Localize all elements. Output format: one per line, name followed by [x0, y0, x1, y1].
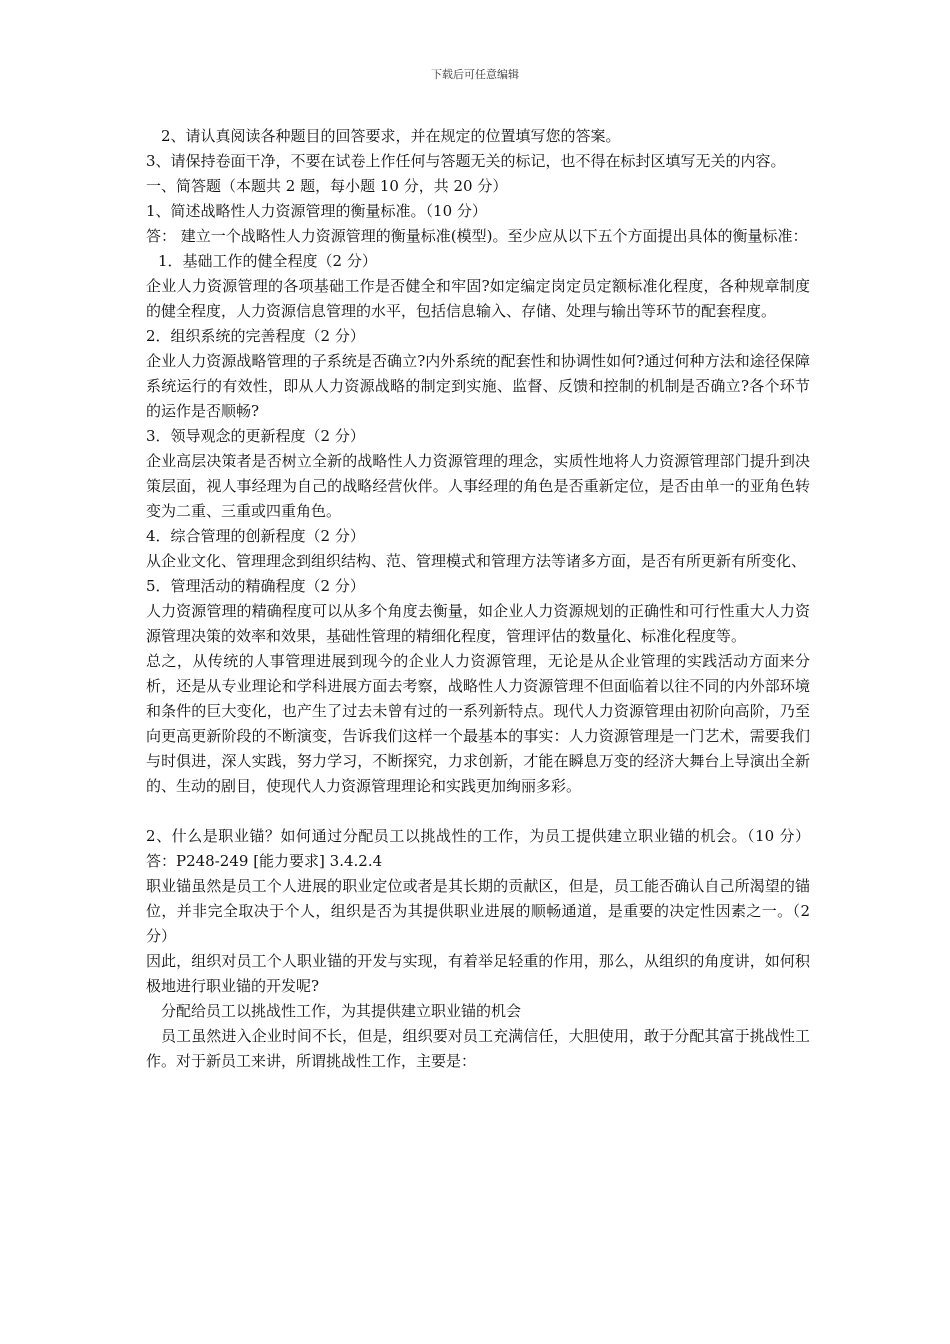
question-2: 2、什么是职业锚？如何通过分配员工以挑战性的工作，为员工提供建立职业锚的机会。（10 分）答：P248-249 [能力要求] 3.4.2.4 [146, 827, 810, 870]
document-body [146, 124, 810, 1074]
criterion-1-body: 企业人力资源管理的各项基础工作是否健全和牢固?如定编定岗定员定额标准化程度，各种规章制度的健全程度，人力资源信息管理的水平，包括信息输入、存储、处理与输出等环节的配套程度。 [146, 277, 810, 320]
criterion-2-heading: 2．组织系统的完善程度（2 分） [146, 327, 365, 345]
answer-2-para-2: 因此，组织对员工个人职业锚的开发与实现，有着举足轻重的作用，那么，从组织的角度讲，如何积极地进行职业锚的开发呢? [146, 952, 810, 995]
answer-1-intro: 答： 建立一个战略性人力资源管理的衡量标准(模型)。至少应从以下五个方面提出具体的衡量标准： [146, 227, 808, 245]
answer-2-para-3: 员工虽然进入企业时间不长，但是，组织要对员工充满信任，大胆使用，敢于分配其富于挑战性工作。对于新员工来讲，所谓挑战性工作，主要是： [146, 1027, 810, 1070]
criterion-4-body: 从企业文化、管理理念到组织结构、范、管理模式和管理方法等诸多方面，是否有所更新有所变化、 [146, 552, 807, 570]
criterion-5-heading: 5．管理活动的精确程度（2 分） [146, 577, 365, 595]
page-header-note: 下载后可任意编辑 [431, 68, 519, 81]
instruction-2: 2、请认真阅读各种题目的回答要求，并在规定的位置填写您的答案。 [161, 127, 621, 145]
answer-2-para-1: 职业锚虽然是员工个人进展的职业定位或者是其长期的贡献区，但是，员工能否确认自己所渴望的锚位，并非完全取决于个人，组织是否为其提供职业进展的顺畅通道，是重要的决定性因素之一。（2 分） [146, 877, 810, 945]
criterion-2-body: 企业人力资源战略管理的子系统是否确立?内外系统的配套性和协调性如何?通过何种方法和途径保障系统运行的有效性，即从人力资源战略的制定到实施、监督、反馈和控制的机制是否确立?各个环节的运作是否顺畅? [146, 352, 810, 420]
answer-2-subheading: 分配给员工以挑战性工作，为其提供建立职业锚的机会 [161, 1002, 522, 1020]
question-1: 1、简述战略性人力资源管理的衡量标准。（10 分） [146, 202, 487, 220]
criterion-3-heading: 3．领导观念的更新程度（2 分） [146, 427, 365, 445]
paragraph-gap [146, 799, 810, 824]
criterion-4-heading: 4．综合管理的创新程度（2 分） [146, 527, 365, 545]
instruction-3: 3、请保持卷面干净，不要在试卷上作任何与答题无关的标记，也不得在标封区填写无关的内容。 [146, 152, 786, 170]
answer-1-summary: 总之，从传统的人事管理进展到现今的企业人力资源管理，无论是从企业管理的实践活动方面来分析，还是从专业理论和学科进展方面去考察，战略性人力资源管理不但面临着以往不同的内外部环境和条件的巨大变化，也产生了过去未曾有过的一系列新特点。现代人力资源管理由初阶向高阶，乃至向更高更新阶段的不断演变，告诉我们这样一个最基本的事实：人力资源管理是一门艺术，需要我们与时俱进，深人实践，努力学习，不断探究，力求创新，才能在瞬息万变的经济大舞台上导演出全新的、生动的剧目，使现代人力资源管理理论和实践更加绚丽多彩。 [146, 652, 810, 795]
criterion-5-body: 人力资源管理的精确程度可以从多个角度去衡量，如企业人力资源规划的正确性和可行性重大人力资源管理决策的效率和效果，基础性管理的精细化程度，管理评估的数量化、标准化程度等。 [146, 602, 810, 645]
criterion-3-body: 企业高层决策者是否树立全新的战略性人力资源管理的理念，实质性地将人力资源管理部门提升到决策层面，视人事经理为自己的战略经营伙伴。人事经理的角色是否重新定位，是否由单一的亚角色转变为二重、三重或四重角色。 [146, 452, 810, 520]
criterion-1-heading: 1．基础工作的健全程度（2 分） [158, 252, 377, 270]
section-heading: 一、简答题（本题共 2 题，每小题 10 分，共 20 分） [146, 177, 508, 195]
